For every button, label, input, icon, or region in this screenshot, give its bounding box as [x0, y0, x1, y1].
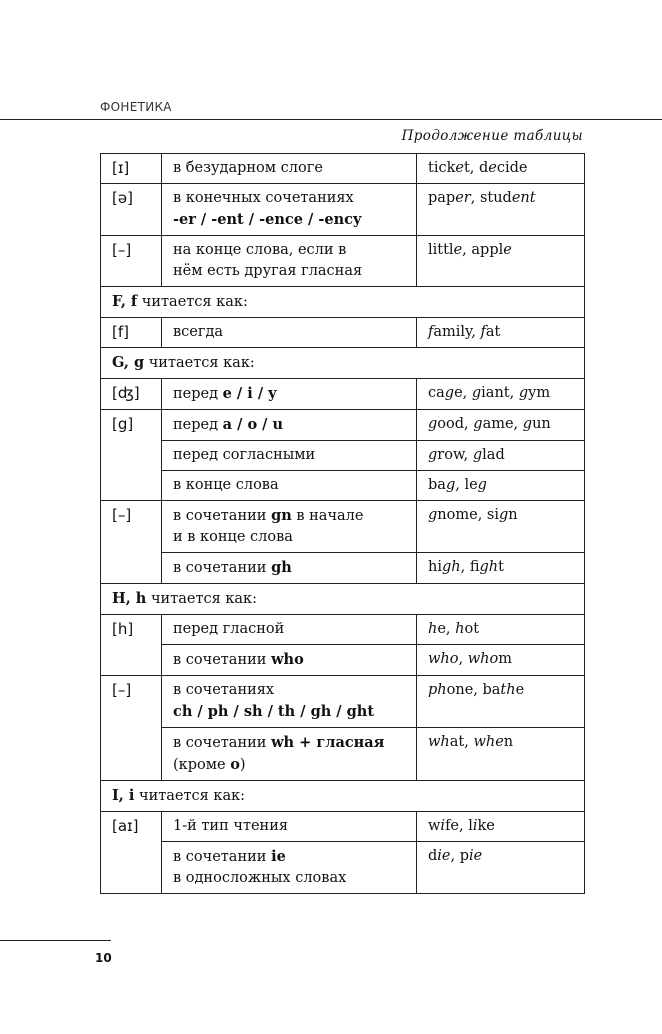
text-run: в конечных сочетаниях	[173, 190, 354, 206]
text-run: hi	[428, 559, 442, 575]
text-run: ca	[428, 385, 445, 401]
text-run: wh	[473, 734, 496, 750]
text-run: e	[503, 242, 512, 258]
examples-cell	[417, 812, 585, 842]
text-run: на конце слова, если в	[173, 242, 347, 258]
phonetics-table	[100, 153, 585, 894]
text-run: F, f	[112, 293, 138, 310]
examples-cell	[417, 501, 585, 553]
text-run: h	[455, 621, 465, 637]
table-row	[101, 501, 585, 553]
text-run: ie	[271, 848, 286, 865]
text-run: o	[230, 756, 240, 773]
running-head: ФОНЕТИКА	[100, 100, 172, 114]
text-run: читается как:	[144, 355, 255, 371]
section-title	[101, 348, 585, 379]
text-run: в сочетании	[173, 560, 272, 576]
examples-cell	[417, 676, 585, 728]
condition-cell	[162, 645, 417, 676]
text-run: в сочетании	[173, 849, 272, 865]
text-run: G, g	[112, 354, 145, 371]
text-run: нём есть другая гласная	[173, 263, 363, 279]
text-run: lad	[482, 447, 505, 463]
section-header-row	[101, 348, 585, 379]
text-run: who	[428, 651, 459, 667]
condition-cell	[162, 441, 417, 471]
table-row	[101, 379, 585, 410]
text-run: g	[522, 416, 533, 432]
page-number: 10	[95, 951, 112, 965]
examples-cell	[417, 154, 585, 184]
sound-cell: [–]	[101, 236, 162, 287]
condition-cell	[162, 236, 417, 287]
condition-cell	[162, 184, 417, 236]
sound-cell: [ə]	[101, 184, 162, 236]
text-run: в конце слова	[173, 477, 279, 493]
text-run: перед	[173, 417, 223, 433]
text-run: e,	[454, 385, 472, 401]
table-row	[101, 154, 585, 184]
sound-cell: [f]	[101, 318, 162, 348]
text-run: d	[428, 848, 438, 864]
text-run: who	[467, 651, 499, 667]
examples-cell	[417, 318, 585, 348]
examples-cell	[417, 728, 585, 781]
text-run: e	[453, 242, 463, 258]
text-run: e	[515, 682, 525, 698]
text-run: -er / -ent / -ence / -ency	[173, 211, 362, 228]
sound-cell: [–]	[101, 676, 162, 781]
text-run: в безударном слоге	[173, 160, 323, 176]
examples-cell	[417, 236, 585, 287]
table-row	[101, 728, 585, 781]
condition-cell	[162, 728, 417, 781]
text-run: ent	[511, 190, 536, 206]
text-run: w	[428, 818, 441, 834]
text-run: cide	[496, 160, 528, 176]
text-run: (кроме	[173, 757, 231, 773]
condition-cell	[162, 154, 417, 184]
text-run: ke	[477, 818, 495, 834]
table-row	[101, 615, 585, 645]
text-run: wh	[428, 734, 450, 750]
text-run: gn	[271, 507, 292, 524]
table-row	[101, 812, 585, 842]
text-run: в односложных словах	[173, 870, 347, 886]
text-run: fe, l	[445, 818, 473, 834]
footer-rule	[0, 940, 111, 941]
text-run: ie	[469, 848, 483, 864]
sound-cell: [h]	[101, 615, 162, 676]
text-run: th	[500, 682, 516, 698]
condition-cell	[162, 615, 417, 645]
table-row	[101, 441, 585, 471]
text-run: в сочетании	[173, 508, 272, 524]
header-rule	[0, 119, 662, 120]
text-run: g	[428, 416, 438, 432]
text-run: amily,	[433, 324, 481, 340]
table-row	[101, 410, 585, 441]
text-run: a / o / u	[222, 416, 284, 433]
examples-cell	[417, 184, 585, 236]
condition-cell	[162, 842, 417, 894]
table-row	[101, 318, 585, 348]
text-run: iant,	[481, 385, 519, 401]
text-run: gh	[271, 559, 292, 576]
examples-cell	[417, 471, 585, 501]
text-run: ,	[458, 651, 468, 667]
text-run: t, d	[463, 160, 489, 176]
sound-cell: [g]	[101, 410, 162, 501]
condition-cell	[162, 812, 417, 842]
table-row	[101, 676, 585, 728]
condition-cell	[162, 379, 417, 410]
text-run: g	[428, 447, 438, 463]
text-run: ch / ph / sh / th / gh / ght	[173, 703, 375, 720]
text-run: ie	[437, 848, 451, 864]
text-run: e,	[437, 621, 456, 637]
text-run: и в конце слова	[173, 529, 293, 545]
text-run: pap	[428, 190, 456, 206]
sound-cell: [–]	[101, 501, 162, 584]
text-run: row,	[437, 447, 473, 463]
text-run: gh	[441, 559, 461, 575]
text-run: g	[444, 385, 455, 401]
text-run: at,	[449, 734, 474, 750]
text-run: перед	[173, 386, 223, 402]
condition-cell	[162, 318, 417, 348]
examples-cell	[417, 441, 585, 471]
section-title	[101, 781, 585, 812]
text-run: at	[485, 324, 501, 340]
text-run: ot	[464, 621, 480, 637]
text-run: перед согласными	[173, 447, 316, 463]
text-run: h	[428, 621, 438, 637]
sound-cell: [ʤ]	[101, 379, 162, 410]
text-run: ame,	[482, 416, 523, 432]
text-run: n	[508, 507, 518, 523]
text-run: читается как:	[134, 788, 246, 804]
examples-cell	[417, 553, 585, 584]
text-run: H, h	[112, 590, 147, 607]
text-run: в начале	[291, 508, 364, 524]
text-run: , le	[455, 477, 478, 493]
table-row	[101, 471, 585, 501]
text-run: читается как:	[137, 294, 248, 310]
text-run: tick	[428, 160, 456, 176]
examples-cell	[417, 410, 585, 441]
section-title	[101, 287, 585, 318]
text-run: 1-й тип чтения	[173, 818, 289, 834]
condition-cell	[162, 676, 417, 728]
text-run: ym	[528, 385, 551, 401]
condition-cell	[162, 410, 417, 441]
text-run: e	[495, 734, 504, 750]
text-run: читается как:	[146, 591, 258, 607]
section-header-row	[101, 287, 585, 318]
condition-cell	[162, 553, 417, 584]
text-run: who	[271, 651, 304, 668]
text-run: i	[472, 818, 478, 834]
examples-cell	[417, 379, 585, 410]
text-run: t	[498, 559, 504, 575]
table-row	[101, 842, 585, 894]
text-run: f	[428, 324, 434, 340]
text-run: nome, si	[437, 507, 499, 523]
text-run: , p	[450, 848, 470, 864]
text-run: g	[477, 477, 487, 493]
section-header-row	[101, 781, 585, 812]
text-run: g	[499, 507, 509, 523]
section-title	[101, 584, 585, 615]
text-run: g	[518, 385, 529, 401]
table-continuation-label: Продолжение таблицы	[401, 128, 583, 144]
text-run: всегда	[173, 324, 224, 340]
text-run: i	[440, 818, 446, 834]
text-run: g	[471, 385, 482, 401]
sound-cell: [ɪ]	[101, 154, 162, 184]
table-row	[101, 553, 585, 584]
table-row	[101, 236, 585, 287]
text-run: e	[488, 160, 497, 176]
section-header-row	[101, 584, 585, 615]
text-run: wh + гласная	[271, 734, 385, 751]
text-run: ood,	[437, 416, 474, 432]
text-run: g	[472, 447, 483, 463]
text-run: un	[532, 416, 551, 432]
text-run: ph	[428, 682, 447, 698]
text-run: в сочетаниях	[173, 682, 275, 698]
examples-cell	[417, 645, 585, 676]
text-run: f	[480, 324, 486, 340]
text-run: , appl	[462, 242, 504, 258]
text-run: littl	[428, 242, 454, 258]
text-run: I, i	[112, 787, 135, 804]
table-row	[101, 645, 585, 676]
condition-cell	[162, 471, 417, 501]
examples-cell	[417, 615, 585, 645]
text-run: , stud	[470, 190, 512, 206]
text-run: gh	[479, 559, 499, 575]
text-run: g	[473, 416, 483, 432]
examples-cell	[417, 842, 585, 894]
text-run: )	[239, 757, 246, 773]
text-run: er	[455, 190, 471, 206]
text-run: g	[445, 477, 456, 493]
table-row	[101, 184, 585, 236]
text-run: в сочетании	[173, 735, 272, 751]
text-run: n	[503, 734, 514, 750]
condition-cell	[162, 501, 417, 553]
text-run: m	[498, 651, 512, 667]
text-run: e	[455, 160, 464, 176]
sound-cell: [aɪ]	[101, 812, 162, 894]
text-run: g	[428, 507, 438, 523]
text-run: , fi	[460, 559, 480, 575]
text-run: e / i / y	[222, 385, 277, 402]
text-run: перед гласной	[173, 621, 285, 637]
text-run: one, ba	[446, 682, 501, 698]
text-run: в сочетании	[173, 652, 272, 668]
text-run: ba	[428, 477, 446, 493]
